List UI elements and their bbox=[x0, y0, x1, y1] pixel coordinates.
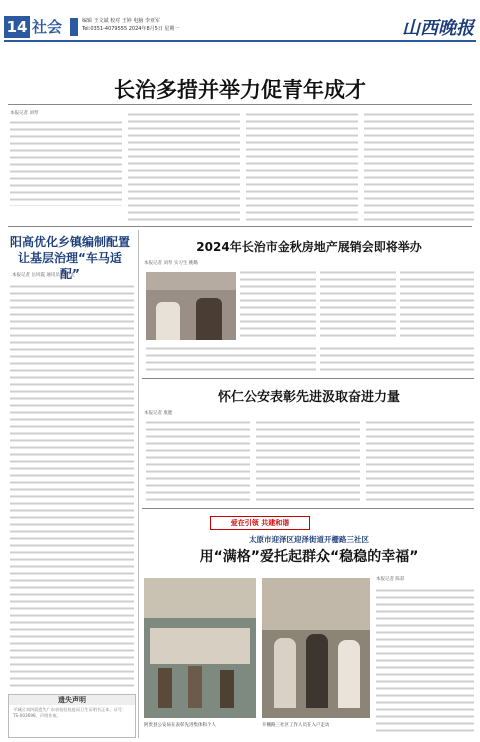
article-kicker: 爱在引领 共建和谐 bbox=[210, 516, 310, 530]
caption-right: 开栅路三社区工作人员在入户走访 bbox=[262, 723, 330, 728]
realestate-body-col1 bbox=[240, 268, 316, 340]
huairen-byline: 本报记者 康健 bbox=[144, 411, 173, 416]
divider bbox=[8, 226, 472, 227]
main-body-col2 bbox=[128, 110, 240, 222]
main-body-col1 bbox=[10, 118, 122, 206]
divider bbox=[8, 104, 472, 105]
taiyuan-byline: 本报记者 陈彩 bbox=[376, 577, 405, 582]
header-rule bbox=[4, 40, 476, 42]
newspaper-logo: 山西晚报 bbox=[402, 18, 474, 39]
taiyuan-subtitle: 太原市迎泽区迎泽街道开栅路三社区 bbox=[249, 535, 369, 544]
section-name: 社会 bbox=[32, 18, 63, 36]
huairen-body-col1 bbox=[146, 418, 250, 504]
huairen-headline: 怀仁公安表彰先进汲取奋进力量 bbox=[217, 390, 400, 405]
realestate-body-col2 bbox=[320, 268, 396, 340]
huairen-body-col3 bbox=[366, 418, 474, 504]
main-headline: 长治多措并举力促青年成才 bbox=[114, 78, 366, 102]
taiyuan-body bbox=[376, 586, 474, 736]
realestate-body-col3 bbox=[400, 268, 474, 340]
huairen-photo bbox=[144, 578, 256, 718]
realestate-body-col5 bbox=[320, 344, 474, 374]
section-marker bbox=[70, 18, 78, 36]
header-meta bbox=[82, 17, 179, 33]
divider bbox=[142, 508, 474, 509]
main-body-col3 bbox=[246, 110, 358, 222]
notice-title: 遗失声明 bbox=[9, 695, 135, 705]
page-number: 14 bbox=[4, 16, 30, 38]
taiyuan-photo bbox=[262, 578, 370, 718]
taiyuan-headline: 用“满格”爱托起群众“稳稳的幸福” bbox=[199, 549, 419, 565]
main-byline: 本报记者 刘琴 bbox=[10, 111, 39, 116]
editor-line: 编辑 王文斌 校对 王婷 电脑 李亚军 bbox=[82, 18, 160, 24]
main-body-col4 bbox=[364, 110, 474, 222]
divider bbox=[142, 378, 474, 379]
sidebar-headline-1: 阳高优化乡镇编制配置 bbox=[10, 235, 131, 249]
caption-left: 阿贵县公安局在表彰先进集体和个人 bbox=[144, 723, 216, 728]
huairen-body-col2 bbox=[256, 418, 360, 504]
sidebar-byline: 本报记者 岳风霞 通讯员 张世龙 bbox=[12, 273, 75, 278]
page-header bbox=[0, 0, 480, 42]
realestate-body-col4 bbox=[146, 344, 316, 374]
column-rule bbox=[138, 230, 139, 738]
realestate-byline: 本报记者 刘琴 实习生 姚璐 bbox=[144, 261, 198, 266]
date-line: Tel:0351-4079555 2024年8月5日 星期一 bbox=[82, 26, 180, 32]
realestate-headline: 2024年长治市金秋房地产展销会即将举办 bbox=[196, 240, 422, 254]
realestate-photo bbox=[146, 272, 236, 340]
notice-body: 平城区刘四爱遗失广东省检验检疫局卫生证明书正本，证号：TS-003698，声明作废。 bbox=[13, 707, 127, 718]
sidebar-body bbox=[10, 282, 134, 688]
sidebar-headline-2: 让基层治理“车马适配” bbox=[18, 251, 122, 281]
notice-box bbox=[8, 694, 136, 738]
